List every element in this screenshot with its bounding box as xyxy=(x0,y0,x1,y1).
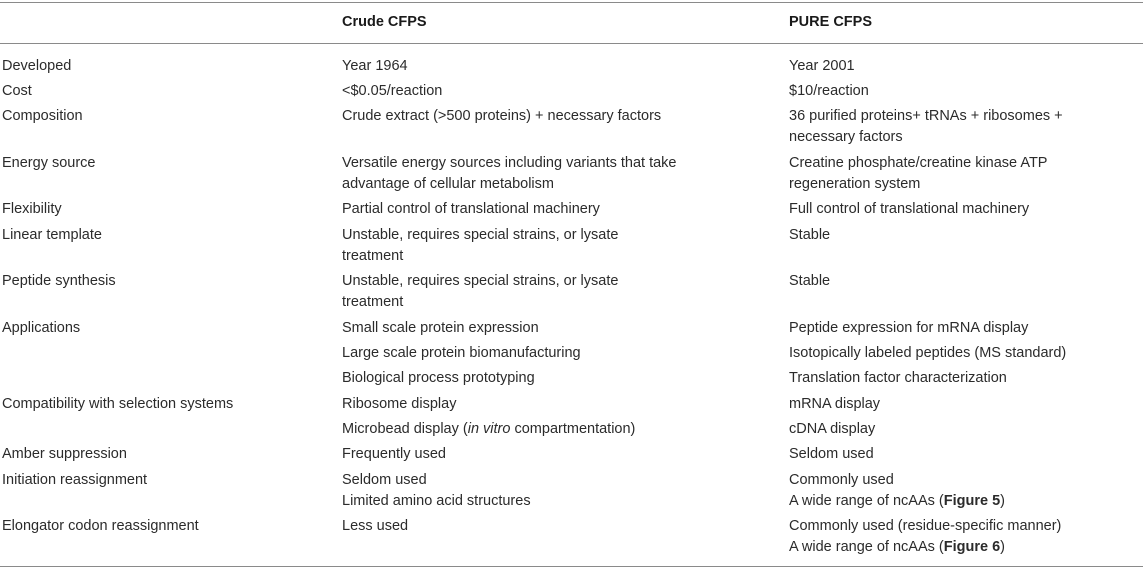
text-run: A wide range of ncAAs ( xyxy=(789,539,944,555)
crude-value: Less used xyxy=(342,518,409,534)
row-label: Cost xyxy=(2,83,32,99)
row-label: Initiation reassignment xyxy=(2,472,148,488)
row-label: Linear template xyxy=(2,227,102,243)
header-rule xyxy=(0,43,1143,44)
text-run: compartmentation) xyxy=(510,421,636,437)
figure-reference[interactable]: Figure 5 xyxy=(943,493,1001,509)
crude-value: Large scale protein biomanufacturing xyxy=(342,345,581,361)
table-top-rule xyxy=(0,2,1143,3)
row-label: Applications xyxy=(2,320,81,336)
pure-value: Translation factor characterization xyxy=(789,370,1007,386)
row-label: Peptide synthesis xyxy=(2,273,116,289)
pure-value xyxy=(789,491,1005,512)
italic-text: in vitro xyxy=(467,421,511,437)
crude-value: Limited amino acid structures xyxy=(342,493,531,509)
pure-value: $10/reaction xyxy=(789,83,869,99)
row-label: Elongator codon reassignment xyxy=(2,518,199,534)
text-run: A wide range of ncAAs ( xyxy=(789,493,944,509)
pure-value: mRNA display xyxy=(789,396,881,412)
crude-value: Seldom used xyxy=(342,472,427,488)
row-label: Energy source xyxy=(2,155,96,171)
crude-value: Unstable, requires special strains, or lysate xyxy=(342,273,619,289)
row-label: Flexibility xyxy=(2,201,62,217)
crude-value: Ribosome display xyxy=(342,396,457,412)
row-label: Composition xyxy=(2,108,83,124)
pure-value: Stable xyxy=(789,227,831,243)
crude-value: Unstable, requires special strains, or lysate xyxy=(342,227,619,243)
crude-value: treatment xyxy=(342,294,404,310)
crude-value: <$0.05/reaction xyxy=(342,83,443,99)
pure-value: Stable xyxy=(789,273,831,289)
crude-value: Year 1964 xyxy=(342,58,408,74)
pure-value: necessary factors xyxy=(789,129,903,145)
crude-value: Crude extract (>500 proteins) + necessary factors xyxy=(342,108,662,124)
crude-value: Partial control of translational machinery xyxy=(342,201,600,217)
pure-value: regeneration system xyxy=(789,176,921,192)
table-bottom-rule xyxy=(0,566,1143,567)
pure-value: 36 purified proteins+ tRNAs + ribosomes + xyxy=(789,108,1063,124)
pure-value: Isotopically labeled peptides (MS standard) xyxy=(789,345,1067,361)
pure-value: Seldom used xyxy=(789,446,874,462)
text-run: ) xyxy=(1000,493,1005,509)
column-header-crude: Crude CFPS xyxy=(342,14,427,30)
column-header-pure: PURE CFPS xyxy=(789,14,872,30)
crude-value: Frequently used xyxy=(342,446,446,462)
text-run: Microbead display ( xyxy=(342,421,468,437)
row-label: Compatibility with selection systems xyxy=(2,396,234,412)
crude-value: Small scale protein expression xyxy=(342,320,539,336)
crude-value: Versatile energy sources including variants that take xyxy=(342,155,677,171)
crude-value: Biological process prototyping xyxy=(342,370,535,386)
pure-value xyxy=(789,537,1005,558)
row-label: Amber suppression xyxy=(2,446,127,462)
pure-value: Creatine phosphate/creatine kinase ATP xyxy=(789,155,1048,171)
pure-value: Year 2001 xyxy=(789,58,855,74)
pure-value: Peptide expression for mRNA display xyxy=(789,320,1029,336)
crude-value xyxy=(342,419,635,440)
pure-value: cDNA display xyxy=(789,421,876,437)
crude-value: treatment xyxy=(342,248,404,264)
row-label: Developed xyxy=(2,58,72,74)
pure-value: Commonly used (residue-specific manner) xyxy=(789,518,1062,534)
figure-reference[interactable]: Figure 6 xyxy=(943,539,1001,555)
pure-value: Full control of translational machinery xyxy=(789,201,1030,217)
text-run: ) xyxy=(1000,539,1005,555)
crude-value: advantage of cellular metabolism xyxy=(342,176,554,192)
pure-value: Commonly used xyxy=(789,472,894,488)
